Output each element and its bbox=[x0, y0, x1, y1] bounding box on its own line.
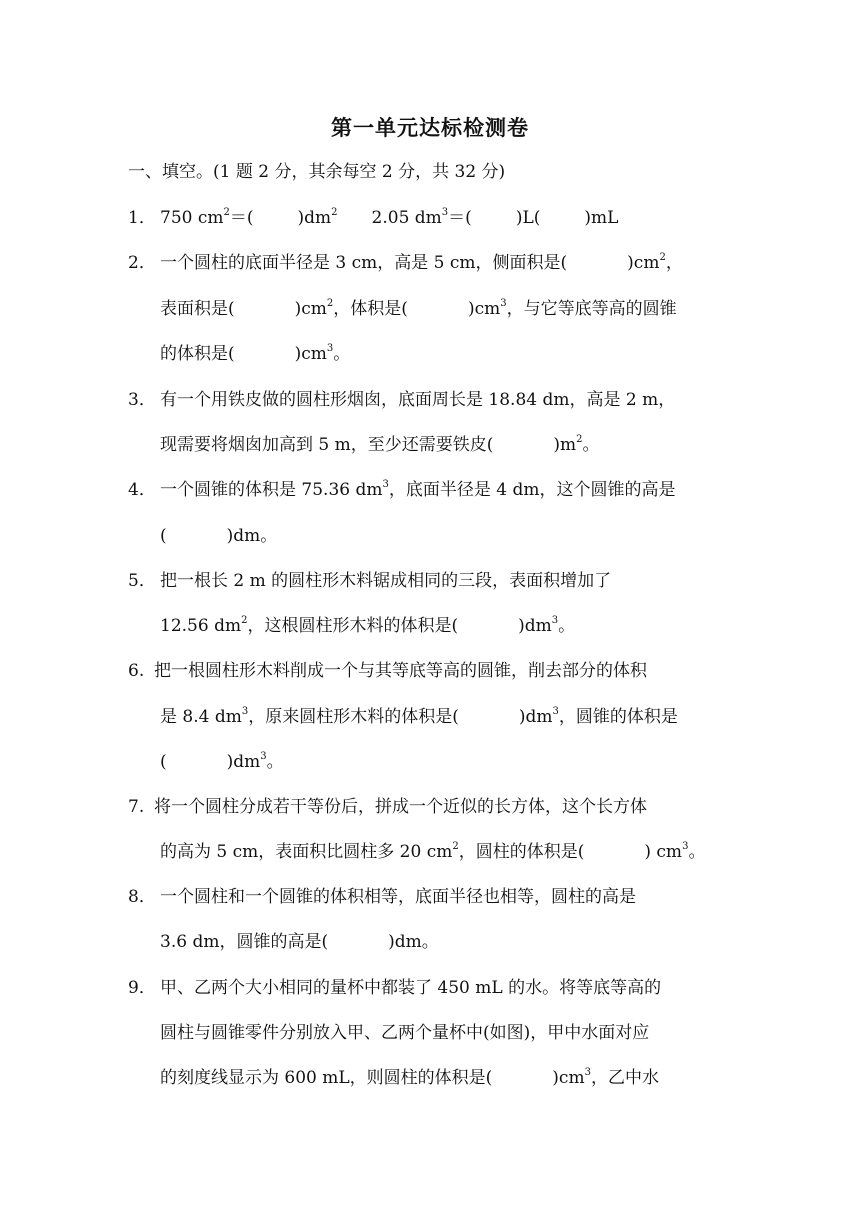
question-2-line-2: 表面积是( )$cm^2$，体积是( )$cm^3$，与它等底等高的圆锥 bbox=[160, 298, 677, 319]
question-6-line-3: ( )$dm^3$。 bbox=[160, 751, 284, 772]
question-6: 6. 把一根圆柱形木料削成一个与其等底等高的圆锥，削去部分的体积 bbox=[128, 661, 647, 681]
question-number: 7. bbox=[128, 797, 145, 817]
question-number: 3． bbox=[128, 390, 156, 410]
question-9-line-3: 的刻度线显示为 600 mL，则圆柱的体积是( )$cm^3$，乙中水 bbox=[160, 1067, 659, 1088]
question-4-line-2: ( )dm。 bbox=[160, 526, 278, 546]
question-number: 9． bbox=[128, 978, 156, 998]
question-number: 8． bbox=[128, 887, 156, 907]
question-number: 4． bbox=[128, 480, 156, 500]
question-3: 3． 有一个用铁皮做的圆柱形烟囱，底面周长是 18.84 dm，高是 2 m， bbox=[128, 390, 676, 410]
question-7: 7. 将一个圆柱分成若干等份后，拼成一个近似的长方体，这个长方体 bbox=[128, 797, 647, 817]
question-2: 2． 一个圆柱的底面半径是 3 cm，高是 5 cm，侧面积是( )$cm^2$， bbox=[128, 252, 683, 273]
question-number: 1． bbox=[128, 208, 156, 228]
question-9: 9． 甲、乙两个大小相同的量杯中都装了 450 mL 的水。将等底等高的 bbox=[128, 978, 662, 998]
question-9-line-2: 圆柱与圆锥零件分别放入甲、乙两个量杯中(如图)，甲中水面对应 bbox=[160, 1023, 650, 1043]
question-number: 5． bbox=[128, 571, 156, 591]
question-5: 5． 把一根长 2 m 的圆柱形木料锯成相同的三段，表面积增加了 bbox=[128, 571, 612, 591]
question-2-line-3: 的体积是( )$cm^3$。 bbox=[160, 343, 351, 364]
section-heading: 一、填空。(1 题 2 分，其余每空 2 分，共 32 分) bbox=[128, 162, 506, 182]
question-8-line-2: 3.6 dm，圆锥的高是( )dm。 bbox=[160, 932, 439, 952]
question-7-line-2: 的高为 5 cm，表面积比圆柱多 20 $cm^2$，圆柱的体积是( ) $cm^3$。 bbox=[160, 841, 706, 862]
question-8: 8． 一个圆柱和一个圆锥的体积相等，底面半径也相等，圆柱的高是 bbox=[128, 887, 636, 907]
question-1: 1． 750 $cm^2=$( )$dm^2$ 2.05 $dm^3=$( )L( )mL bbox=[128, 207, 619, 228]
page-title: 第一单元达标检测卷 bbox=[331, 116, 529, 140]
question-number: 6. bbox=[128, 661, 145, 681]
question-4: 4． 一个圆锥的体积是 75.36 $dm^3$，底面半径是 4 dm，这个圆锥的高是 bbox=[128, 479, 676, 500]
question-5-line-2: 12.56 $dm^2$，这根圆柱形木料的体积是( )$dm^3$。 bbox=[160, 615, 576, 636]
question-6-line-2: 是 8.4 $dm^3$，原来圆柱形木料的体积是( )$dm^3$，圆锥的体积是 bbox=[160, 706, 678, 727]
question-number: 2． bbox=[128, 253, 156, 273]
question-3-line-2: 现需要将烟囱加高到 5 m，至少还需要铁皮( )$m^2$。 bbox=[160, 434, 600, 455]
